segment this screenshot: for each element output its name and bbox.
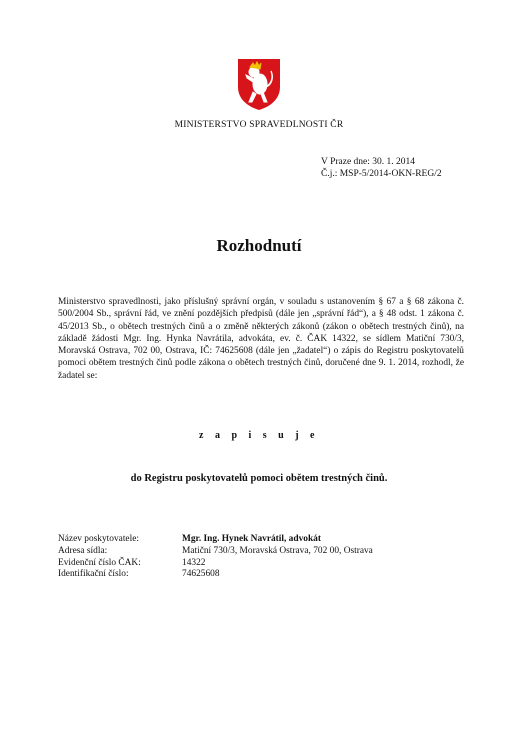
provider-details: [58, 534, 373, 581]
detail-row-address: [58, 546, 373, 558]
registry-statement: do Registru poskytovatelů pomoci obětem trestných činů.: [130, 473, 388, 484]
detail-row-provider-name: [58, 534, 373, 546]
detail-label: Název poskytovatele:: [58, 534, 139, 544]
detail-value: 74625608: [182, 569, 220, 580]
detail-label: Identifikační číslo:: [58, 569, 129, 580]
decision-body-paragraph: Ministerstvo spravedlnosti, jako příslušný správní orgán, v souladu s ustanovením § 67 a § 68 zákona č. 500/2004 Sb., správní řád, ve znění pozdějších předpisů (dále jen „správní řád“), a § 48 odst. 1 zákona č. 45/2013 Sb., o obětech trestných činů a o změně některých zákonů (zákon o obětech trestných činů), na základě žádosti Mgr. Ing. Hynka Navrátila, advokáta, ev. č. ČAK 14322, se sídlem Matiční 730/3, Moravská Ostrava, 702 00, Ostrava, IČ: 74625608 (dále jen „žadatel“) o zápis do Registru poskytovatelů pomoci obětem trestných činů podle zákona o obětech trestných činů, doručené dne 9. 1. 2014, rozhodl, že žadatel se:: [58, 297, 464, 381]
detail-label: Evidenční číslo ČAK:: [58, 557, 141, 568]
detail-value: 14322: [182, 557, 206, 568]
decision-verb: z a p i s u j e: [199, 430, 319, 441]
detail-row-cak-number: [58, 558, 373, 570]
detail-value: Matiční 730/3, Moravská Ostrava, 702 00, Ostrava: [182, 545, 373, 556]
document-title: Rozhodnutí: [216, 236, 302, 255]
document-meta: [321, 156, 442, 180]
czech-coat-of-arms-icon: [236, 57, 282, 111]
issue-date: V Praze dne: 30. 1. 2014: [321, 157, 416, 167]
detail-row-ico: [58, 569, 373, 581]
detail-label: Adresa sídla:: [58, 545, 108, 556]
ministry-name: MINISTERSTVO SPRAVEDLNOSTI ČR: [174, 120, 344, 130]
detail-value: Mgr. Ing. Hynek Navrátil, advokát: [182, 534, 321, 544]
reference-number: Č.j.: MSP-5/2014-OKN-REG/2: [321, 169, 442, 179]
